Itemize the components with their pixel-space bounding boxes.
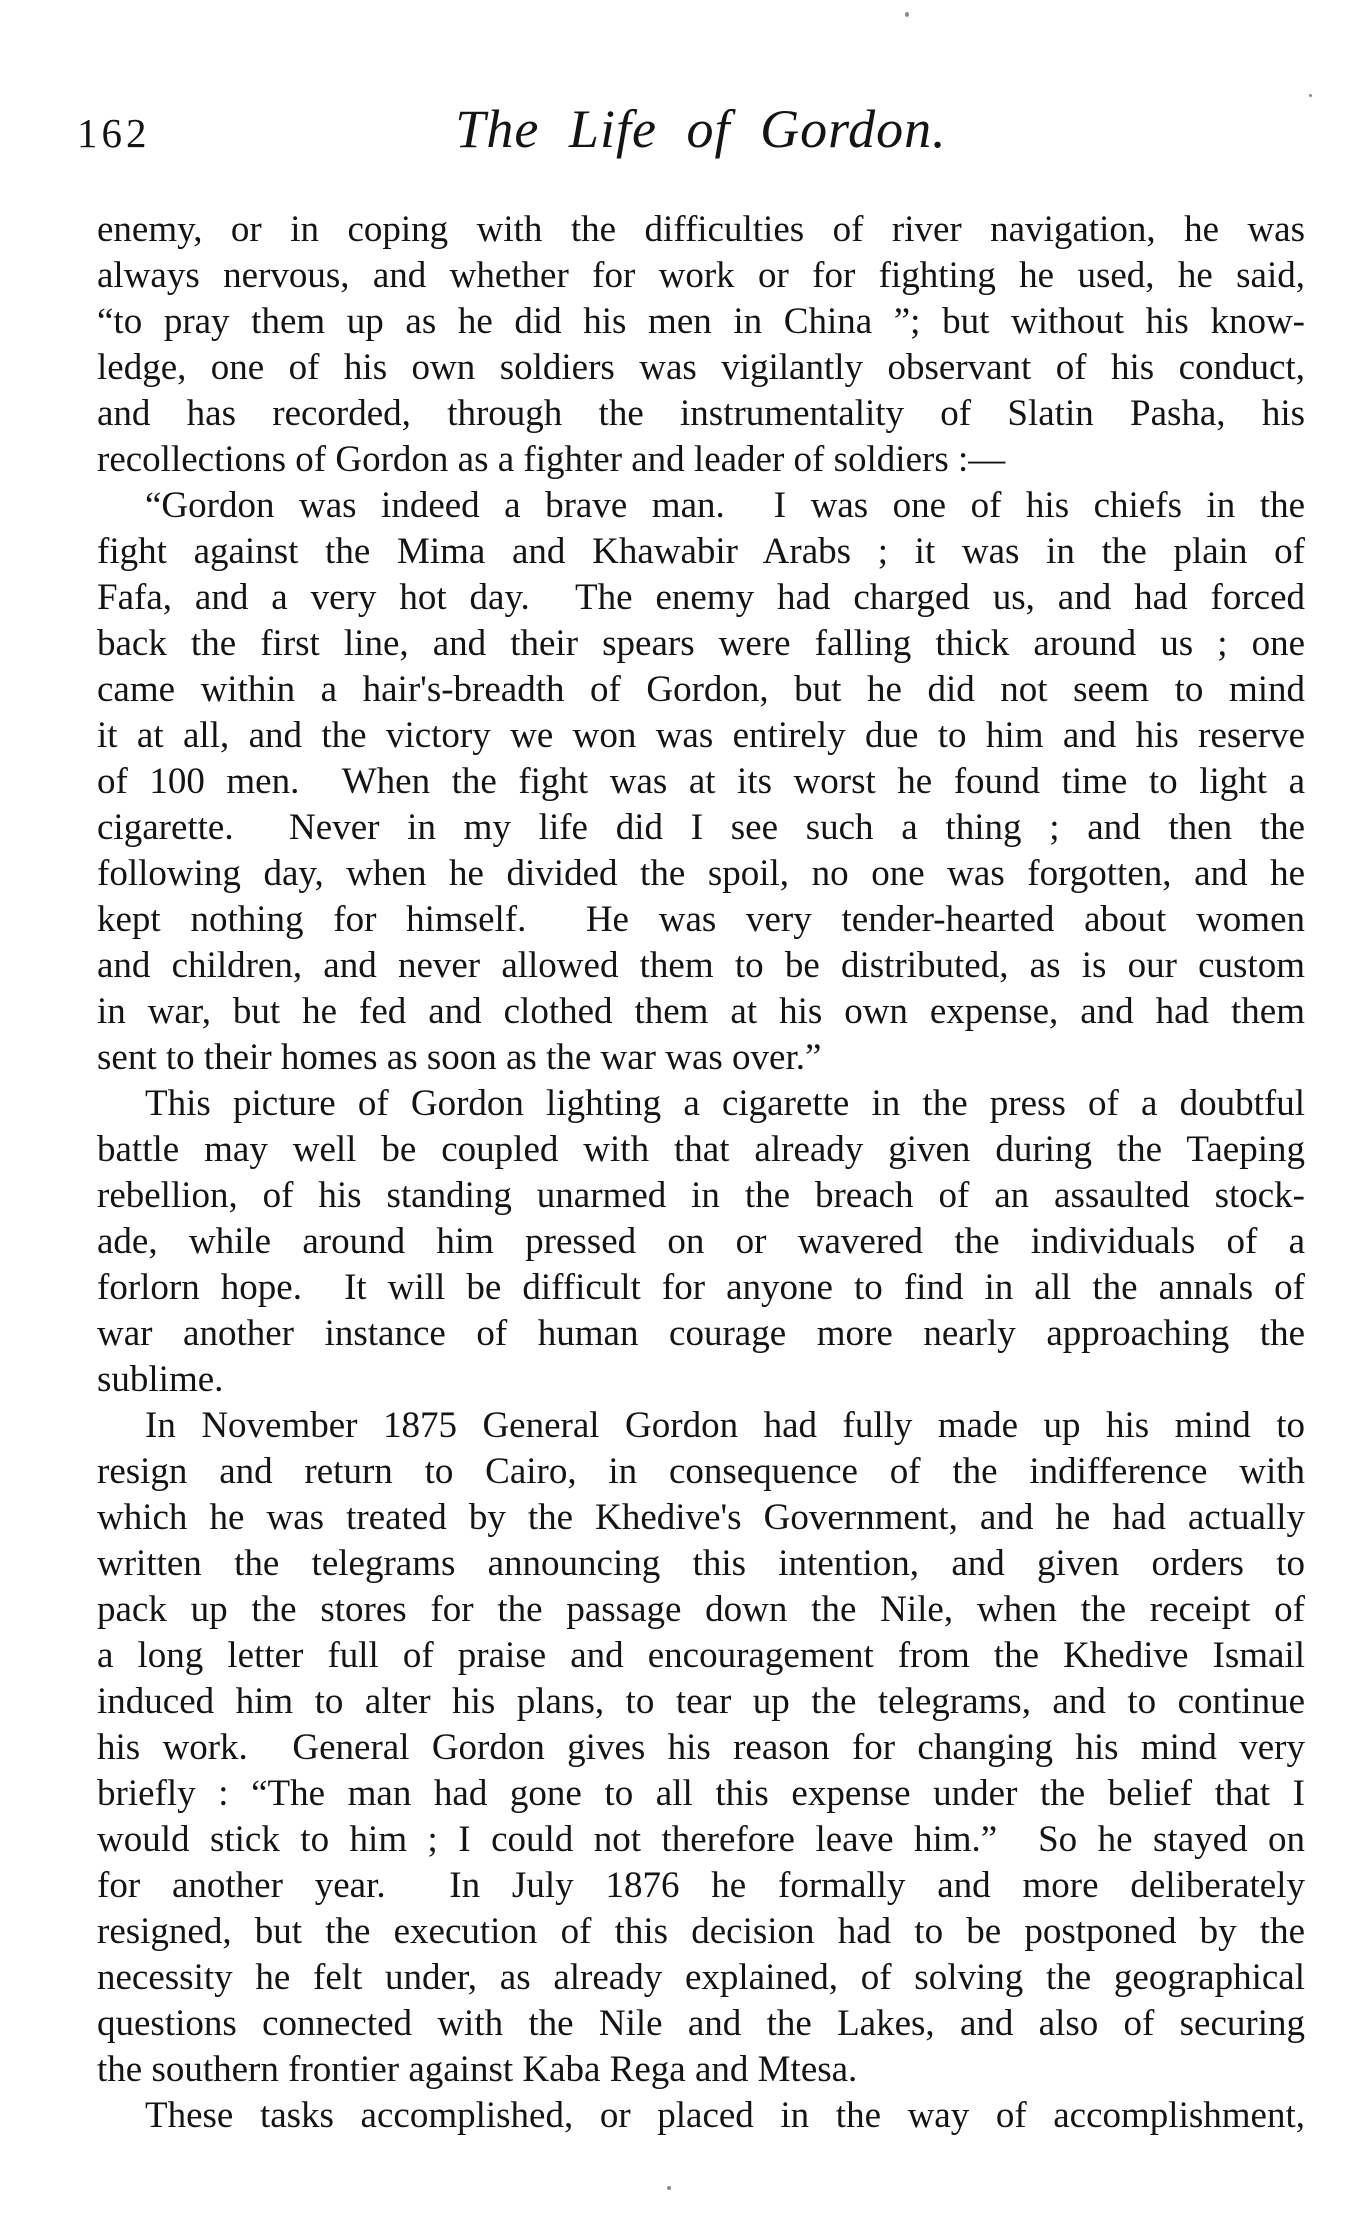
text-line: pack up the stores for the passage down the Nile, when the receipt of [97,1589,1305,1630]
text-line: questions connected with the Nile and the Lakes, and also of securing [97,2003,1305,2044]
paragraph [97,1403,1305,2093]
text-line: enemy, or in coping with the difficulties of river navigation, he was [97,209,1305,250]
text-line: for another year. In July 1876 he formally and more deliberately [97,1865,1305,1906]
text-line: the southern frontier against Kaba Rega and Mtesa. [97,2049,858,2090]
text-line: induced him to alter his plans, to tear up the telegrams, and to continue [97,1681,1305,1722]
text-line: always nervous, and whether for work or for fighting he used, he said, [97,255,1305,296]
text-line: which he was treated by the Khedive's Government, and he had actually [97,1497,1305,1538]
text-line: These tasks accomplished, or placed in the way of accomplishment, [145,2095,1305,2136]
text-line: and children, and never allowed them to be distributed, as is our custom [97,945,1305,986]
text-line: “Gordon was indeed a brave man. I was one of his chiefs in the [145,485,1305,526]
scan-speck [905,12,909,17]
text-line: ade, while around him pressed on or wavered the individuals of a [97,1221,1305,1262]
paragraph [97,207,1305,483]
page-title: The Life of Gordon. [455,99,947,159]
text-line: of 100 men. When the fight was at its worst he found time to light a [97,761,1305,802]
text-line: written the telegrams announcing this intention, and given orders to [97,1543,1305,1584]
text-line: sublime. [97,1359,224,1400]
running-head [0,0,1346,160]
text-line: it at all, and the victory we won was entirely due to him and his reserve [97,715,1305,756]
scan-speck [667,2186,671,2190]
paragraph [97,483,1305,1081]
text-line: Fafa, and a very hot day. The enemy had charged us, and had forced [97,577,1305,618]
text-line: kept nothing for himself. He was very tender-hearted about women [97,899,1305,940]
text-line: in war, but he fed and clothed them at his own expense, and had them [97,991,1305,1032]
text-line: resigned, but the execution of this decision had to be postponed by the [97,1911,1305,1952]
text-line: following day, when he divided the spoil, no one was forgotten, and he [97,853,1305,894]
text-line: would stick to him ; I could not therefore leave him.” So he stayed on [97,1819,1305,1860]
text-line: forlorn hope. It will be difficult for anyone to find in all the annals of [97,1267,1305,1308]
page-body [97,207,1305,2139]
text-line: This picture of Gordon lighting a cigarette in the press of a doubtful [145,1083,1305,1124]
text-line: “to pray them up as he did his men in China ”; but without his know- [97,301,1305,342]
text-line: a long letter full of praise and encouragement from the Khedive Ismail [97,1635,1305,1676]
text-line: fight against the Mima and Khawabir Arabs ; it was in the plain of [97,531,1305,572]
text-line: In November 1875 General Gordon had fully made up his mind to [145,1405,1305,1446]
text-line: ledge, one of his own soldiers was vigilantly observant of his conduct, [97,347,1305,388]
paragraph [97,1081,1305,1403]
scan-speck [1309,94,1312,97]
text-line: rebellion, of his standing unarmed in the breach of an assaulted stock- [97,1175,1305,1216]
text-line: sent to their homes as soon as the war was over.” [97,1037,822,1078]
text-line: back the first line, and their spears were falling thick around us ; one [97,623,1305,664]
text-line: and has recorded, through the instrumentality of Slatin Pasha, his [97,393,1305,434]
text-line: battle may well be coupled with that already given during the Taeping [97,1129,1305,1170]
text-line: briefly : “The man had gone to all this expense under the belief that I [97,1773,1305,1814]
text-line: cigarette. Never in my life did I see such a thing ; and then the [97,807,1305,848]
text-line: came within a hair's-breadth of Gordon, but he did not seem to mind [97,669,1305,710]
text-line: necessity he felt under, as already explained, of solving the geographical [97,1957,1305,1998]
text-line: war another instance of human courage more nearly approaching the [97,1313,1305,1354]
text-line: his work. General Gordon gives his reason for changing his mind very [97,1727,1305,1768]
paragraph [97,2093,1305,2139]
text-line: recollections of Gordon as a fighter and leader of soldiers :— [97,439,1006,480]
text-line: resign and return to Cairo, in consequence of the indifference with [97,1451,1305,1492]
page-number: 162 [77,110,151,156]
